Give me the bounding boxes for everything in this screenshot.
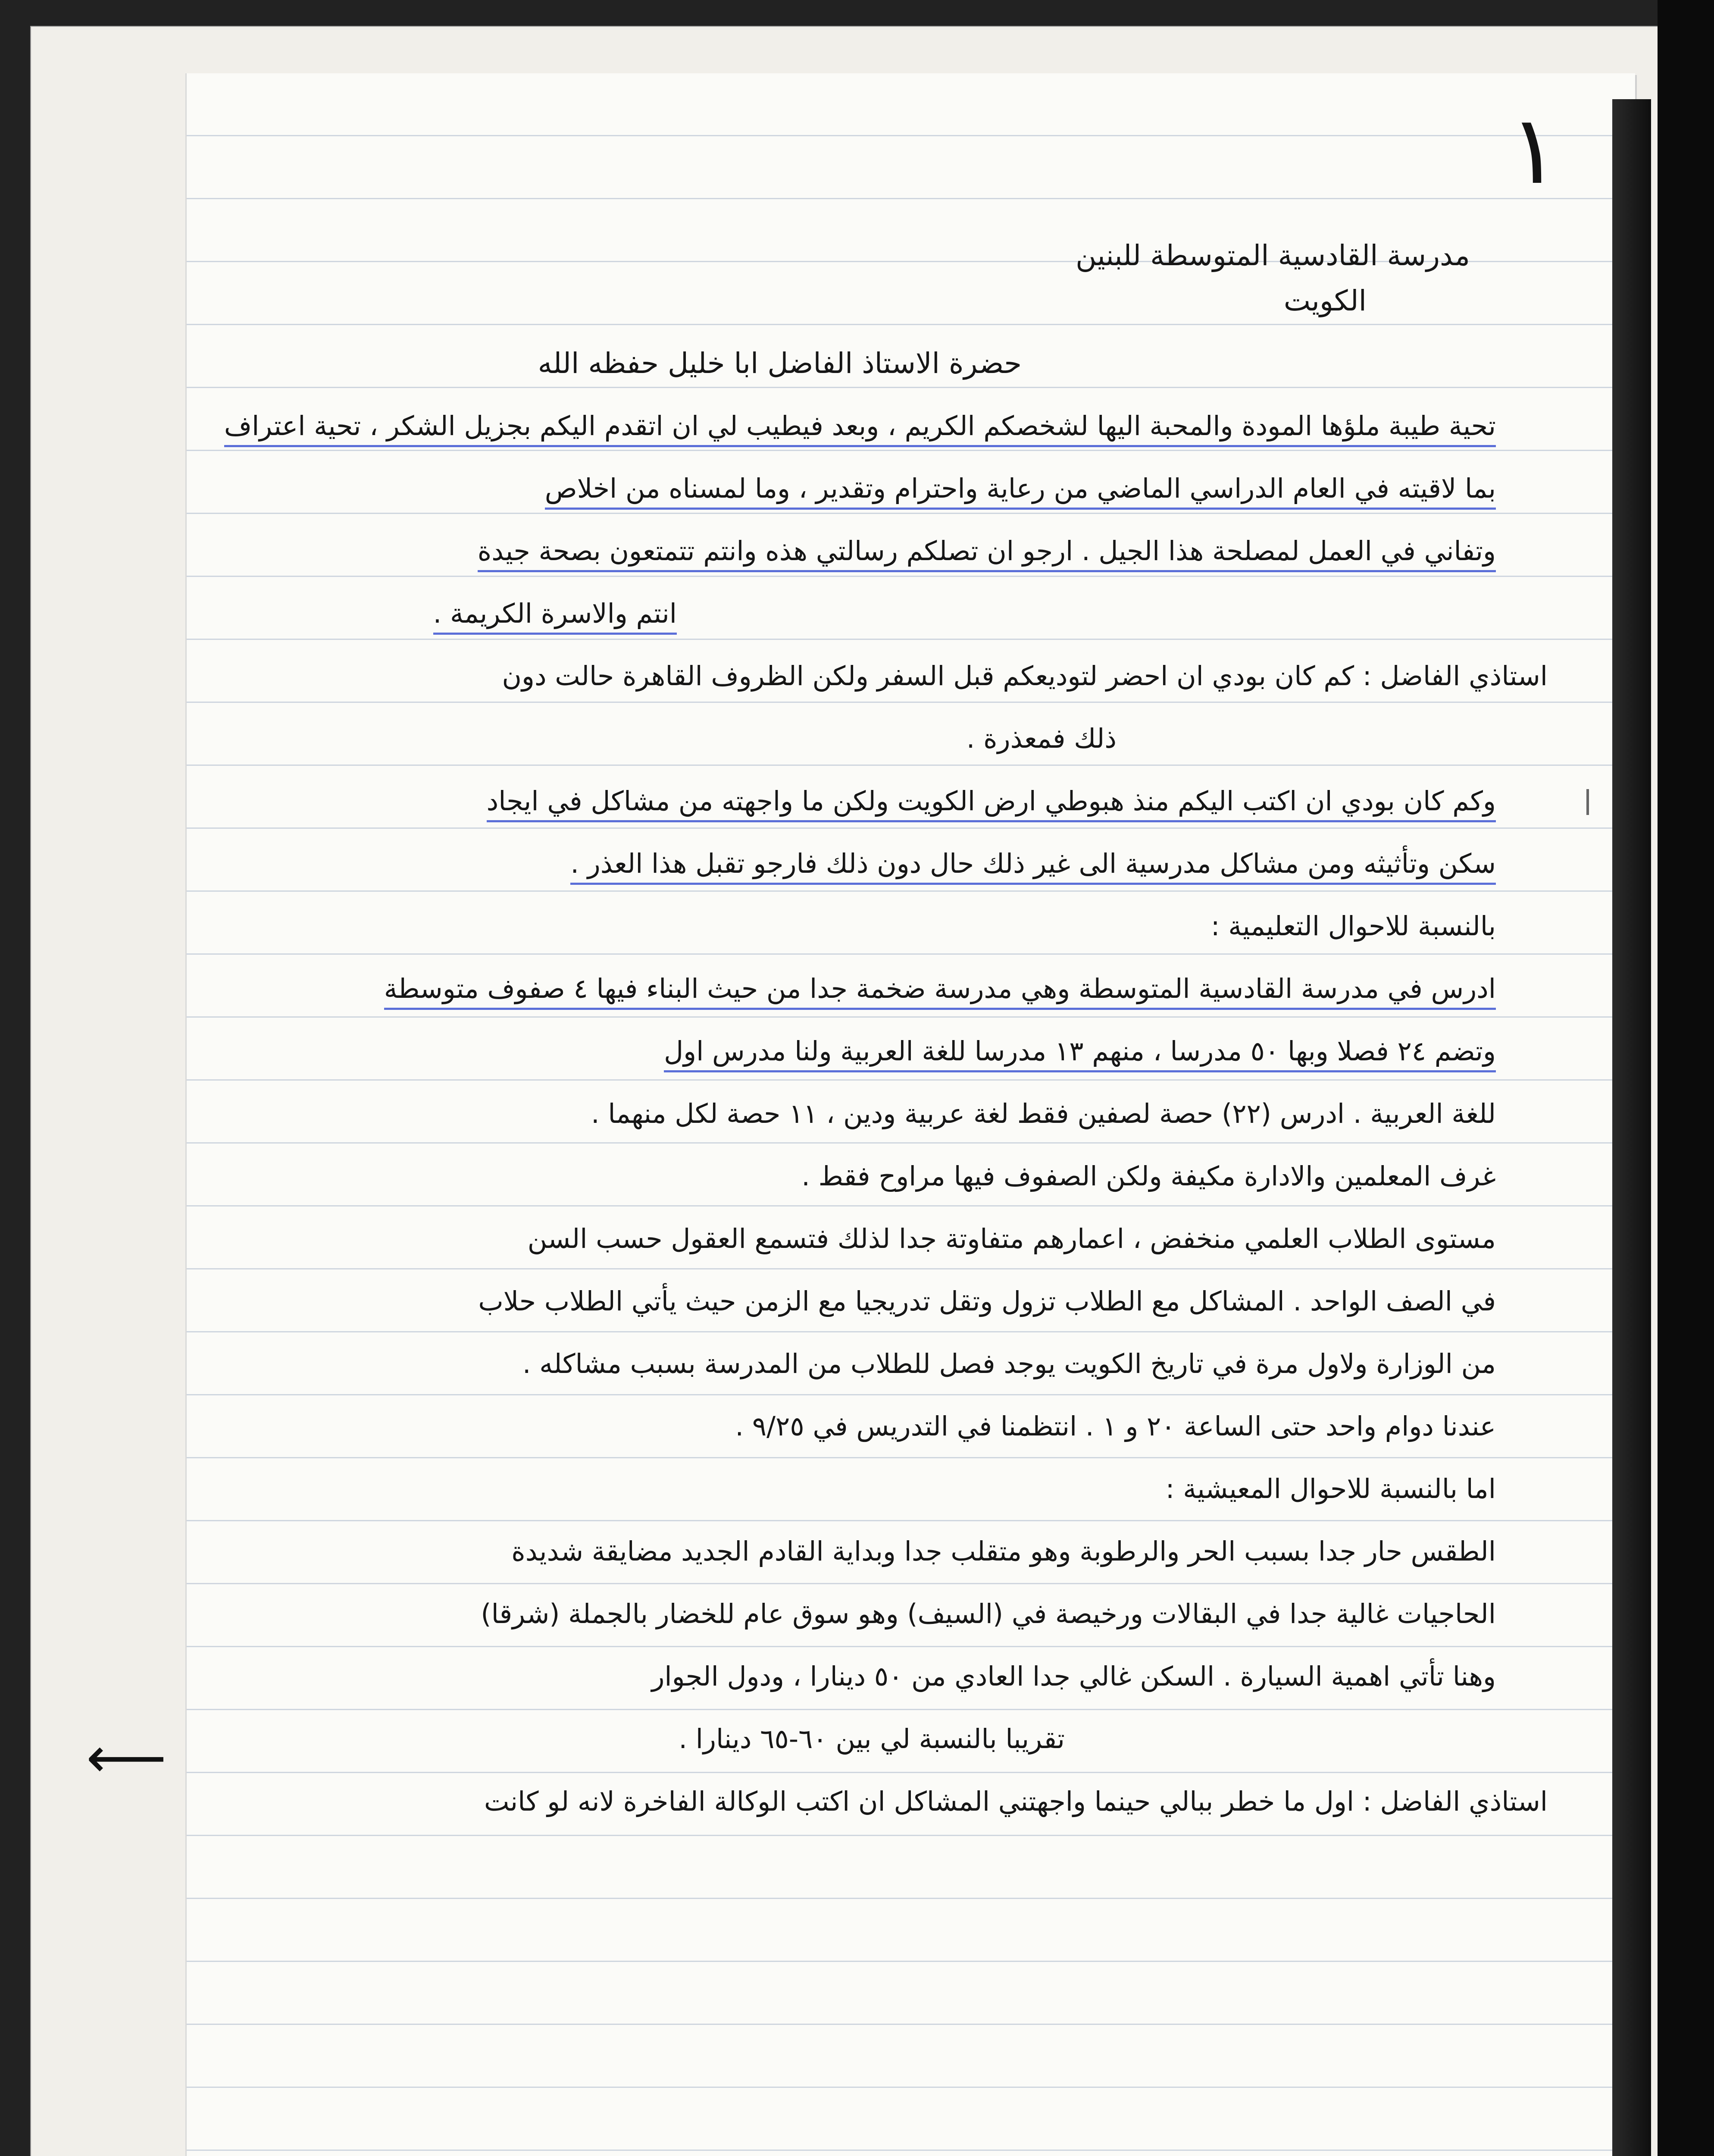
letter-line — [203, 1270, 1496, 1332]
letter-line-text: وكم كان بودي ان اكتب اليكم منذ هبوطي ارض الكويت ولكن ما واجهته من مشاكل في ايجاد — [487, 785, 1496, 822]
letter-line-text: في الصف الواحد . المشاكل مع الطلاب تزول وتقل تدريجيا مع الزمن حيث يأتي الطلاب حلاب — [478, 1285, 1496, 1317]
letter-line — [203, 1520, 1496, 1583]
letter-line — [203, 957, 1496, 1020]
letter-line — [203, 1770, 1548, 1833]
section-heading — [203, 1457, 1496, 1520]
letter-line-text: بما لاقيته في العام الدراسي الماضي من رعاية واحترام وتقدير ، وما لمسناه من اخلاص — [545, 473, 1496, 510]
letter-line-text: استاذي الفاضل : اول ما خطر ببالي حينما واجهتني المشاكل ان اكتب الوكالة الفاخرة لانه لو كانت — [484, 1786, 1548, 1817]
letter-line — [203, 582, 1496, 645]
letter-line-text: ذلك فمعذرة . — [966, 723, 1117, 754]
school-name: مدرسة القادسية المتوسطة للبنين — [1076, 239, 1470, 272]
letter-line-text: اما بالنسبة للاحوال المعيشية : — [1165, 1473, 1496, 1504]
letter-line-text: مستوى الطلاب العلمي منخفض ، اعمارهم متفاوتة جدا لذلك فتسمع العقول حسب السن — [527, 1223, 1496, 1254]
salutation: حضرة الاستاذ الفاضل ابا خليل حفظه الله — [538, 347, 1022, 380]
letter-line — [203, 1332, 1496, 1395]
letter-line — [203, 832, 1496, 895]
letter-line-text: للغة العربية . ادرس (٢٢) حصة لصفين فقط لغة عربية ودين ، ١١ حصة لكل منهما . — [591, 1098, 1496, 1129]
margin-mark — [1586, 789, 1589, 815]
letter-line-text: تحية طيبة ملؤها المودة والمحبة اليها لشخصكم الكريم ، وبعد فيطيب لي ان اتقدم اليكم بجزيل الشكر ، تحية اعتراف — [224, 410, 1496, 447]
letter-line — [203, 1207, 1496, 1270]
letter-line — [203, 1395, 1496, 1457]
letter-line — [203, 1645, 1496, 1708]
handwritten-letter — [203, 224, 1548, 1833]
letter-line — [203, 707, 1548, 770]
letter-line-text: وتفاني في العمل لمصلحة هذا الجيل . ارجو ان تصلكم رسالتي هذه وانتم تتمتعون بصحة جيدة — [478, 535, 1496, 572]
letter-line — [203, 1020, 1496, 1082]
letter-line-text: استاذي الفاضل : كم كان بودي ان احضر لتوديعكم قبل السفر ولكن الظروف القاهرة حالت دون — [502, 660, 1548, 692]
letter-line-text: بالنسبة للاحوال التعليمية : — [1210, 910, 1496, 942]
city-name: الكويت — [1283, 284, 1367, 317]
letter-line-text: الحاجيات غالية جدا في البقالات ورخيصة في (السيف) وهو سوق عام للخضار بالجملة (شرقا) — [481, 1598, 1496, 1630]
letter-line — [203, 645, 1548, 707]
letter-line-text: من الوزارة ولاول مرة في تاريخ الكويت يوجد فصل للطلاب من المدرسة بسبب مشاكله . — [522, 1348, 1496, 1379]
left-arrow-icon: ⟵ — [86, 1725, 167, 1790]
letter-line-text: ادرس في مدرسة القادسية المتوسطة وهي مدرسة ضخمة جدا من حيث البناء فيها ٤ صفوف متوسطة — [384, 973, 1496, 1010]
sheet-dark-edge — [1612, 99, 1651, 2156]
letter-line — [203, 457, 1496, 520]
letter-line — [203, 395, 1496, 457]
letter-line-text: غرف المعلمين والادارة مكيفة ولكن الصفوف فيها مراوح فقط . — [801, 1160, 1496, 1192]
letter-line — [203, 1708, 1496, 1770]
section-heading — [203, 895, 1496, 957]
letter-line — [203, 1082, 1496, 1145]
letter-line-text: الطقس حار جدا بسبب الحر والرطوبة وهو متقلب جدا وبداية القادم الجديد مضايقة شديدة — [511, 1536, 1496, 1567]
page-number: ١ — [1509, 95, 1560, 205]
letter-line-text: سكن وتأثيثه ومن مشاكل مدرسية الى غير ذلك حال دون ذلك فارجو تقبل هذا العذر . — [570, 848, 1496, 885]
letter-line — [203, 770, 1496, 832]
letter-line — [203, 1583, 1496, 1645]
letter-line-text: تقريبا بالنسبة لي بين ٦٠-٦٥ دينارا . — [679, 1723, 1065, 1755]
letter-line-text: وهنا تأتي اهمية السيارة . السكن غالي جدا العادي من ٥٠ دينارا ، ودول الجوار — [651, 1661, 1496, 1692]
letter-line-text: وتضم ٢٤ فصلا وبها ٥٠ مدرسا ، منهم ١٣ مدرسا للغة العربية ولنا مدرس اول — [664, 1035, 1496, 1072]
binding-strip — [1658, 0, 1714, 2156]
letter-line — [203, 520, 1496, 582]
letter-line-text: عندنا دوام واحد حتى الساعة ٢٠ و ١ . انتظمنا في التدريس في ٩/٢٥ . — [735, 1410, 1496, 1442]
letter-line — [203, 1145, 1496, 1207]
letter-line-text: انتم والاسرة الكريمة . — [433, 598, 677, 635]
